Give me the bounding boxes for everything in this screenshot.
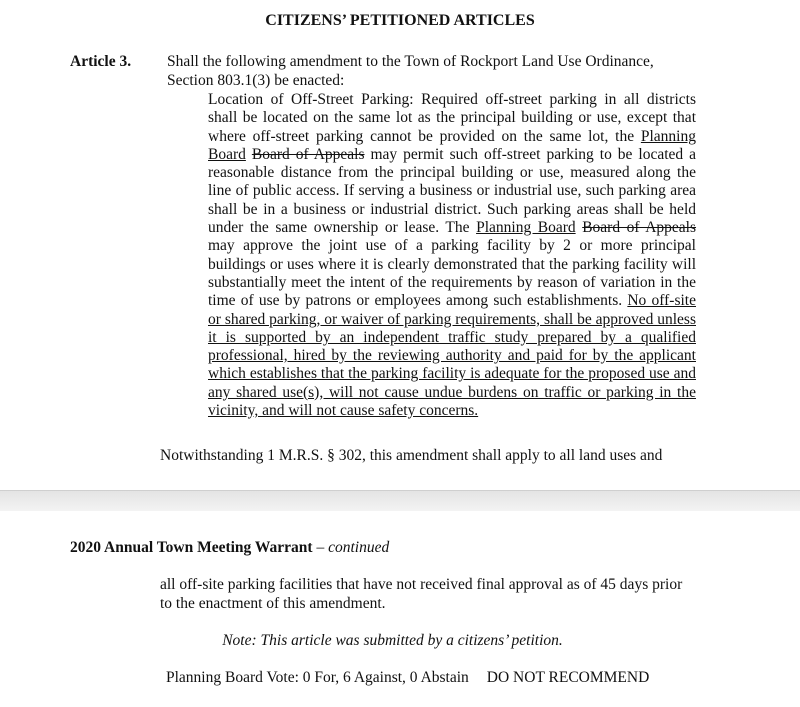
article-intro-line-2: Section 803.1(3) be enacted: <box>167 72 345 89</box>
inserted-text: Planning Board <box>476 219 576 237</box>
vote-tally: Planning Board Vote: 0 For, 6 Against, 0 Abstain <box>166 669 469 686</box>
page-lower <box>0 511 800 707</box>
warrant-title: 2020 Annual Town Meeting Warrant <box>70 539 313 556</box>
continued-line-2: to the enactment of this amendment. <box>160 595 386 612</box>
deleted-text: Board of Appeals <box>582 219 697 237</box>
recommendation: DO NOT RECOMMEND <box>486 669 650 686</box>
board-vote <box>166 669 649 687</box>
deleted-text: Board of Appeals <box>251 145 365 163</box>
page-separator <box>0 490 800 512</box>
inserted-text: No off-site or shared parking, or waiver of parking requirements, shall be approved unless it is supported by an independent traffic study prepared by a qualified professional, hired by the reviewing authority and paid for by the applicant which establishes that the parking facility is adequate for the proposed use and any shared use(s), will not cause undue burdens on traffic or parking in the vicinity, and will not cause safety concerns. <box>208 292 696 420</box>
article-label: Article 3. <box>70 53 132 70</box>
inserted-text: Planning Board <box>208 127 696 163</box>
closing-line: Notwithstanding 1 M.R.S. § 302, this amendment shall apply to all land uses and <box>160 447 663 464</box>
page-header <box>70 539 389 557</box>
amendment-text <box>208 91 696 420</box>
amendment-text-part: may approve the joint use of a parking facility by 2 or more principal buildings or uses where it is clearly demonstrated that the parking facility will substantially meet the intent of the requirements by reason of variation in the time of use by patrons or employees among such establishments. <box>208 237 696 310</box>
continued-line-1: all off-site parking facilities that have not received final approval as of 45 days prior <box>160 576 683 593</box>
article-intro-line-1: Shall the following amendment to the Town of Rockport Land Use Ordinance, <box>167 53 654 70</box>
continued-label: – continued <box>312 539 390 556</box>
continued-text <box>160 575 682 613</box>
petition-note: Note: This article was submitted by a citizens’ petition. <box>222 632 563 649</box>
section-title: CITIZENS’ PETITIONED ARTICLES <box>265 12 535 29</box>
amendment-text-part: Location of Off-Street Parking: Required off-street parking in all districts shall be located on the same lot as the principal building or use, except that where off-street parking cannot be provided on the same lot, the <box>208 91 696 145</box>
amendment-text-part: may permit such off-street parking to be located a reasonable distance from the principal building or use, measured along the line of public access. If serving a business or industrial use, such parking area shall be in a business or industrial district. Such parking areas shall be held under the same ownership or lease. The <box>208 145 696 237</box>
